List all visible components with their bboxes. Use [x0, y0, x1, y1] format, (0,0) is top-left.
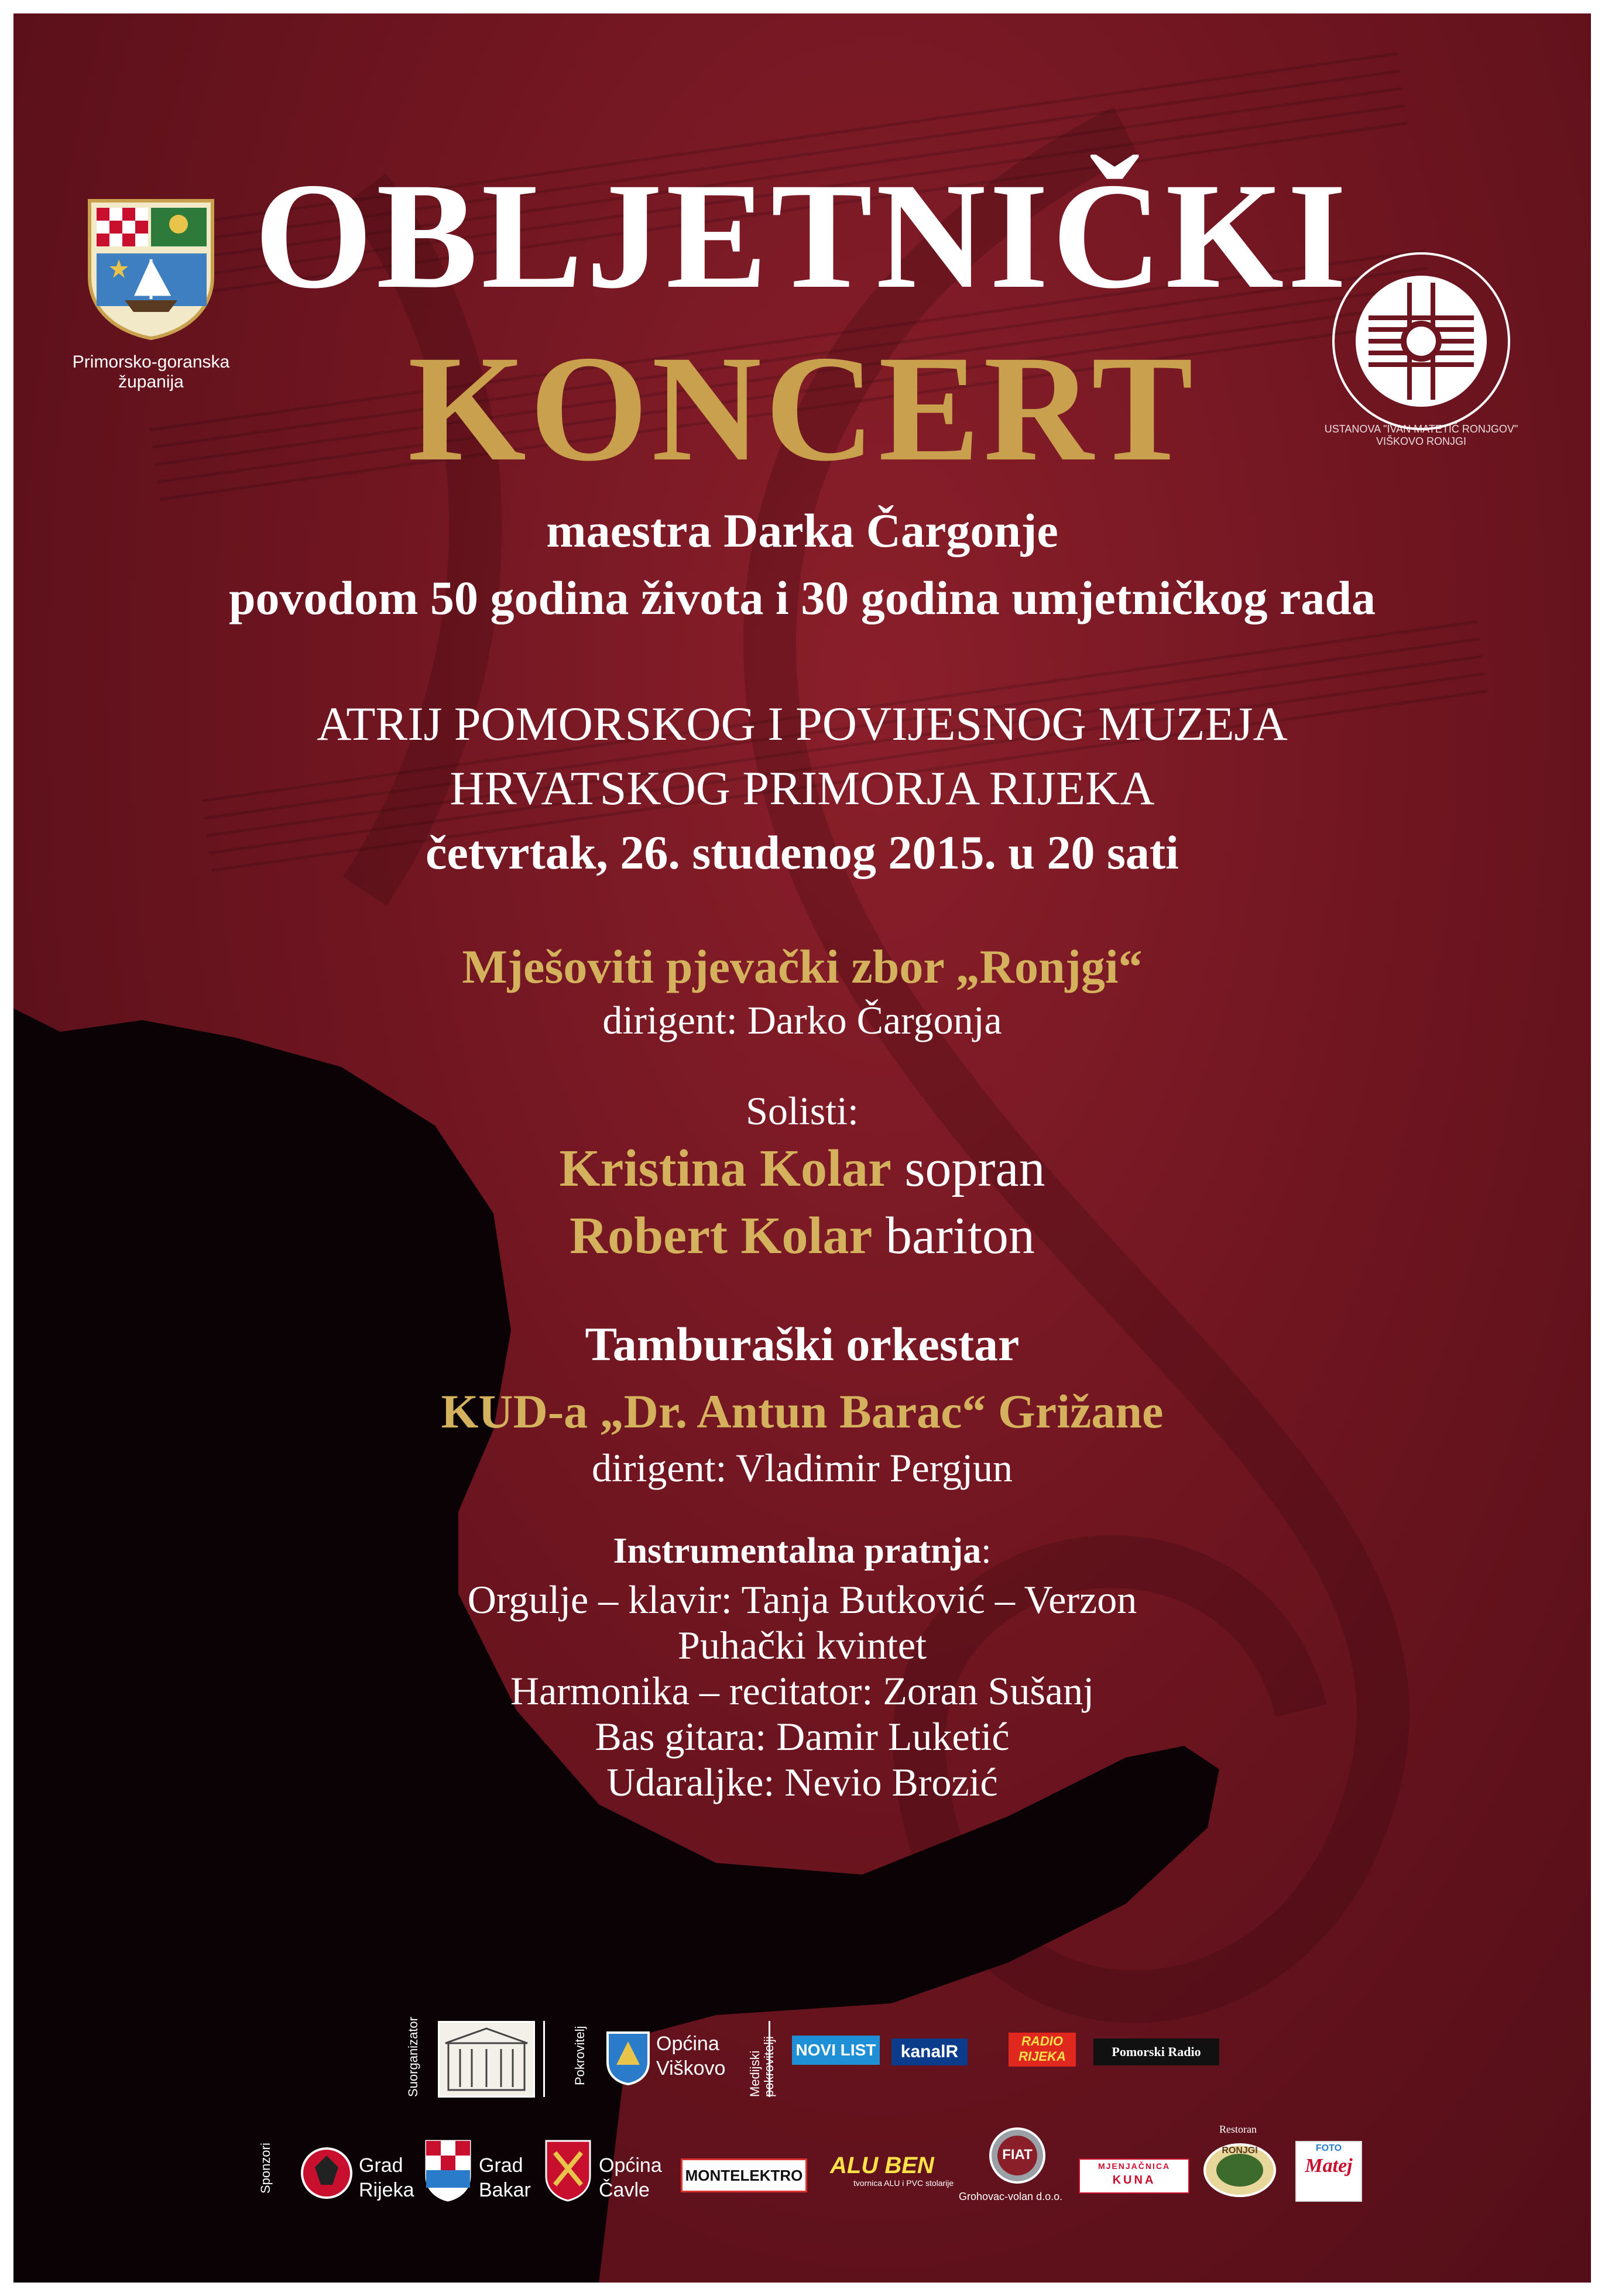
sponsor-city-line-1: Grad	[479, 2154, 523, 2177]
accompaniment-colon: :	[981, 1531, 992, 1571]
kuna-name: KUNA	[1112, 2174, 1156, 2187]
sponsor-city-line-2: Bakar	[479, 2179, 531, 2201]
county-logo-text: Primorsko-goranska županija	[72, 352, 230, 392]
sponzori-label: Sponzori	[258, 2143, 273, 2194]
divider	[543, 2021, 545, 2097]
alu-ben-subtitle: tvornica ALU i PVC stolarije	[853, 2178, 954, 2188]
seal-text: USTANOVA "IVAN MATETIĆ RONJGOV" VIŠKOVO RONJGI	[1324, 423, 1518, 447]
rijeka-crest-icon	[300, 2144, 353, 2202]
soloist-role: bariton	[885, 1207, 1035, 1265]
soloist-name: Kristina Kolar	[559, 1140, 891, 1197]
venue-line-2: HRVATSKOG PRIMORJA RIJEKA	[450, 761, 1155, 815]
pokrovitelj-name-line-1: Općina	[656, 2033, 719, 2055]
sponsor-city-line-2: Čavle	[599, 2179, 650, 2201]
soloists-label: Solisti:	[746, 1089, 859, 1133]
medijski-label: Medijski pokrovitelji	[747, 2036, 777, 2097]
cavle-crest-icon	[543, 2138, 593, 2202]
choir-name: Mješoviti pjevački zbor „Ronjgi“	[462, 940, 1143, 993]
novi-list-logo: NOVI LIST	[792, 2036, 880, 2065]
soloist-role: sopran	[904, 1140, 1045, 1197]
title-line-2: KONCERT	[407, 324, 1197, 493]
fiat-dealer-text: Grohovac-volan d.o.o.	[959, 2191, 1063, 2202]
accompaniment-item: Harmonika – recitator: Zoran Sušanj	[510, 1669, 1095, 1713]
orchestra-conductor: dirigent: Vladimir Pergjun	[592, 1446, 1013, 1490]
subtitle-line-1: maestra Darka Čargonje	[546, 504, 1058, 557]
sponsor-city-line-2: Rijeka	[359, 2179, 414, 2201]
subtitle-line-2: povodom 50 godina života i 30 godina umjetničkog rada	[228, 571, 1376, 624]
accompaniment-item: Puhački kvintet	[678, 1623, 927, 1667]
poster	[13, 13, 1591, 2283]
foto-top-text: FOTO	[1315, 2143, 1342, 2153]
viskovo-crest-icon	[605, 2030, 651, 2085]
choir-conductor: dirigent: Darko Čargonja	[602, 998, 1002, 1042]
soloist-row	[13, 1204, 1591, 1268]
kuna-exchange-logo	[1079, 2158, 1189, 2194]
radio-rijeka-logo: RADIO RIJEKA	[1009, 2033, 1076, 2067]
accompaniment-label: Instrumentalna pratnja	[613, 1531, 982, 1571]
montelektro-logo: MONTELEKTRO	[681, 2158, 807, 2192]
foto-name: Matej	[1305, 2155, 1353, 2177]
bakar-crest-icon	[423, 2138, 473, 2202]
muzej-logo	[438, 2021, 535, 2098]
event-datetime: četvrtak, 26. studenog 2015. u 20 sati	[426, 826, 1179, 879]
museum-building-icon	[440, 2023, 533, 2096]
orchestra-line-1: Tamburaški orkestar	[585, 1317, 1020, 1371]
alu-ben-name: ALU BEN	[830, 2153, 934, 2178]
pokrovitelj-name-line-2: Viškovo	[656, 2057, 726, 2079]
foto-matej-logo	[1295, 2141, 1362, 2202]
restoran-label: Restoran	[1219, 2123, 1257, 2135]
restoran-ronjgi-logo	[1202, 2141, 1278, 2199]
suorganizator-label: Suorganizator	[406, 2017, 420, 2097]
sponsor-city-line-1: Općina	[599, 2154, 662, 2177]
fiat-logo-text: FIAT	[1002, 2147, 1033, 2163]
pomorski-radio-logo: Pomorski Radio	[1093, 2038, 1219, 2065]
soloist-row	[13, 1137, 1591, 1200]
sponsor-city-line-1: Grad	[359, 2154, 403, 2177]
orchestra-line-2: KUD-a „Dr. Antun Barac“ Grižane	[441, 1385, 1164, 1438]
venue-line-1: ATRIJ POMORSKOG I POVIJESNOG MUZEJA	[317, 697, 1288, 750]
restoran-name: RONJGI	[1222, 2146, 1258, 2156]
accompaniment-item: Bas gitara: Damir Luketić	[595, 1714, 1010, 1759]
accompaniment-item: Udaraljke: Nevio Brozić	[606, 1760, 998, 1804]
alu-ben-logo	[830, 2153, 970, 2194]
kanal-r-logo: kanalR	[891, 2038, 968, 2065]
accompaniment-item: Orgulje – klavir: Tanja Butković – Verzon	[467, 1577, 1137, 1622]
accompaniment-heading	[13, 1529, 1591, 1573]
soloist-name: Robert Kolar	[570, 1207, 873, 1265]
title-line-1: OBLJETNIČKI	[254, 152, 1350, 320]
pokrovitelj-label: Pokrovitelj	[572, 2026, 587, 2085]
kuna-top-text: MJENJAČNICA	[1098, 2161, 1171, 2171]
